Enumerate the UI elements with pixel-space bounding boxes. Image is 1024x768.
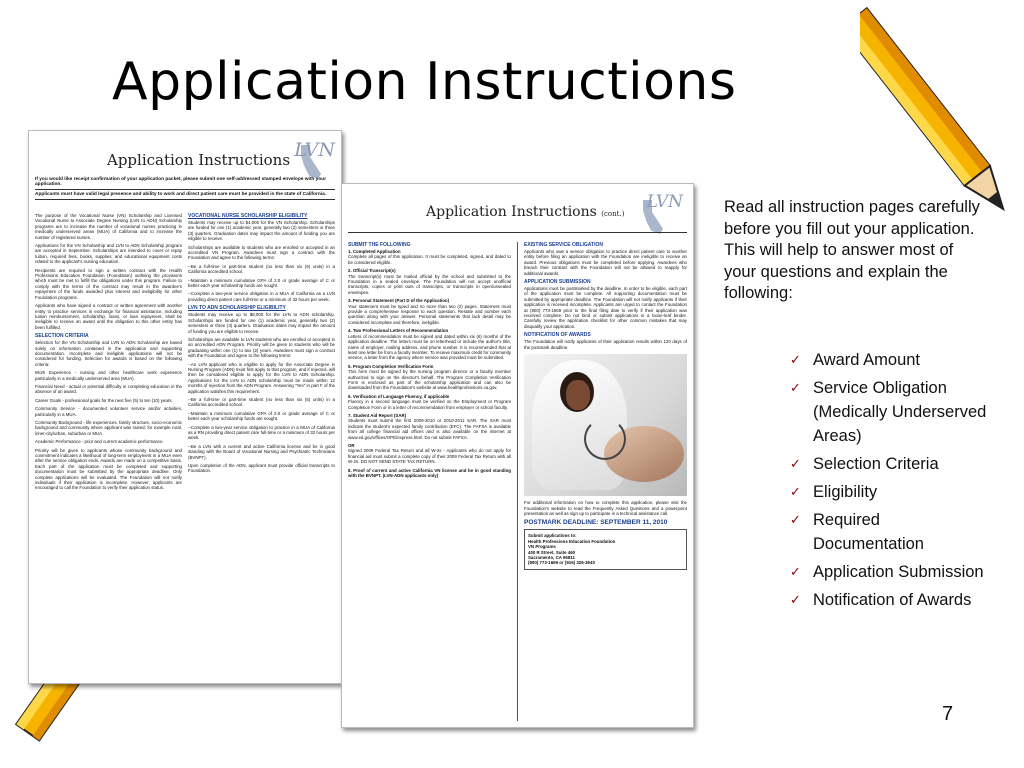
section-heading: VOCATIONAL NURSE SCHOLARSHIP ELIGIBILITY xyxy=(188,213,308,219)
item-heading: 6. Verification of Language Fluency, if applicable xyxy=(348,393,450,399)
section-heading: EXISTING SERVICE OBLIGATION xyxy=(524,242,603,248)
address-line: Sacramento, CA 95811 xyxy=(528,554,575,560)
lvn-logo: LVN xyxy=(646,192,683,212)
item-heading: 3. Personal Statement (Part D of the Application) xyxy=(348,298,450,304)
doc-column-right xyxy=(188,213,335,677)
paragraph: Students may receive up to $4,000 for the VN Scholarship. Scholarships are funded for one (1) academic year, generally two (2) semesters or three (3) quarters. Graduation dates may impact the amount of funding you are eligible to receive. xyxy=(188,220,335,242)
paragraph: --Complete a two-year service obligation to practice in a MUA of California as a RN providing direct patient care full-time or a minimum of 32 hours per week. xyxy=(188,424,335,441)
list-item xyxy=(790,452,990,476)
address-line: (800) 773-1669 or (916) 326-3640 xyxy=(528,560,595,566)
list-item-label: Award Amount xyxy=(813,351,921,369)
paragraph: Complete all pages of this application. It must be completed, signed, and dated to be considered eligible. xyxy=(348,254,511,265)
paragraph: Signed 2009 Federal Tax Return and all W-2s - Applicants who do not apply for financial aid must submit a complete copy of their 2009 Federal Tax Return with all W-2s. DO NOT SEND STATE TAX RETURN. xyxy=(348,448,511,465)
section-heading: APPLICATION SUBMISSION xyxy=(524,279,591,286)
paragraph: Scholarships are available to LVN students who are enrolled or accepted in an accredited ADN Program. Priority will be given to students who will be graduating within one (1) to two (2) years. Awardees must sign a contract with the Foundation and agree to the following terms: xyxy=(188,336,335,359)
address-label: Submit applications to: xyxy=(528,533,577,539)
item-heading: 4. Two Professional Letters of Recommendation xyxy=(348,328,449,334)
mailing-address-box xyxy=(524,529,687,569)
list-item-label: Selection Criteria xyxy=(813,455,939,473)
page-number: 7 xyxy=(942,703,954,725)
paragraph: --Be a LVN with a current and active California license and be in good standing with the Board of Vocational Nursing and Psychiatric Technicians (BVNPT). xyxy=(188,443,335,460)
checkmark-icon: ✓ xyxy=(790,592,801,607)
section-heading: LVN TO ADN SCHOLARSHIP ELIGIBILITY xyxy=(188,305,286,312)
instruction-page-2 xyxy=(341,183,694,728)
list-item-label: Service Obligation (Medically Underserved Areas) xyxy=(813,379,987,445)
item-heading: 7. Student Aid Report (SAR) xyxy=(348,412,407,418)
paragraph: For additional information on how to complete this application, please visit the Foundation's website to read the Frequently Asked Questions and a powerpoint presentation as well as sign up to participate in a technical assistance call. xyxy=(524,500,687,516)
list-item xyxy=(790,348,990,372)
lvn-logo: LVN xyxy=(294,139,335,161)
paragraph: --Be a full-time or part-time student (no less than six (6) units) in a California accredited school. xyxy=(188,263,335,275)
paragraph: The Foundation will notify applicants of their application results within 120 days of the postmark deadline. xyxy=(524,339,687,350)
doc-column-left xyxy=(348,242,511,721)
doc-title-cont: (cont.) xyxy=(601,210,625,218)
item-heading: 1. Completed Application xyxy=(348,249,401,254)
paragraph: Upon completion of the ADN, applicant must provide official transcripts to Foundation. xyxy=(188,463,335,474)
paragraph: Selection for the VN Scholarship and LVN to ADN Scholarship are based solely on information contained in the application and supporting documentation. Incomplete and ineligible applications will not be considered for funding. Selection for awards is based on the following criteria: xyxy=(35,340,182,367)
doc-column-right xyxy=(524,242,687,721)
list-item-label: Required Documentation xyxy=(813,511,924,553)
doc-column-left xyxy=(35,213,182,677)
paragraph: The transcript(s) must be mailed official by the school and submitted to the Foundation in a sealed envelope. The Foundation will not accept unofficial transcripts, copies or print outs of transcripts, or transcripts in open/unsealed envelopes. xyxy=(348,273,511,295)
nurse-patient-photo xyxy=(524,354,687,496)
section-heading: NOTIFICATION OF AWARDS xyxy=(524,332,591,339)
paragraph: Priority will be given to applicants whose community background and commitment indicates a likelihood of long-term employment in a MUA even after the service obligation ends. Awards are made on a competitive basis. Each part of the application must be completed and supporting documentation must be submitted by the appropriate deadline. Only complete applications will be evaluated. The Foundation will not notify individuals if their application is incomplete. However, applicants are encouraged to call the Foundation to verify their application status. xyxy=(35,447,182,491)
doc-notice: Applicants must have valid legal presence and ability to work and direct patient care must be provided in the state of California. xyxy=(35,192,327,197)
divider xyxy=(35,199,335,200)
paragraph: --An LVN applicant who is eligible to apply for the Associate Degree in Nursing Program (ADN) must first apply to that program, and if rejected, will then be considered eligible to apply for the LVN to ADN Scholarship. Applications for the LVN to ADN scholarship must be made within 12 months of rejection from the ADN Program. Answering "Yes" in part F of the application satisfies this requirement. xyxy=(188,361,335,394)
checkmark-icon: ✓ xyxy=(790,352,801,367)
doc-title-text: Application Instructions xyxy=(426,204,597,220)
doc-title: Application Instructions xyxy=(107,151,291,169)
list-item xyxy=(790,480,990,504)
doc-notice: If you would like receipt confirmation of your application packet, please submit one self-addressed stamped envelope with your application. xyxy=(35,177,327,187)
instruction-page-1 xyxy=(28,130,342,684)
paragraph: --Complete a two-year service obligation in a MUA of California as a LVN providing direct patient care full-time or a minimum of 32 hours per week. xyxy=(188,291,335,302)
list-item-label: Eligibility xyxy=(813,483,878,501)
paragraph: Letters of recommendation must be signed and dated within six (6) months of the application deadline. The letters must be on letterhead or include the author's title, name of employer, mailing address, and phone number. It is recommended that at least one letter be from a faculty member. To receive maximum credit for community service, a letter from the agency where service was provided must be submitted. xyxy=(348,333,511,361)
paragraph: --Be a full-time or part-time student (no less than six (6) units) in a California accredited school. xyxy=(188,396,335,408)
item-heading: 5. Program Completion Verification Form xyxy=(348,363,434,369)
paragraph: Work Experience - nursing and other healthcare work experience particularly in a medically underserved area (MUA). xyxy=(35,370,182,381)
checkmark-icon: ✓ xyxy=(790,484,801,499)
slide-title: Application Instructions xyxy=(112,52,737,112)
list-item xyxy=(790,588,990,612)
paragraph: The purpose of the Vocational Nurse (VN) Scholarship and Licensed Vocational Nurse to Associate Degree Nursing (LVN to ADN) Scholarship programs are to increase the number of vocational nurses practicing in medically underserved areas (MUA) of California and to increase the number of registered nurses. xyxy=(35,213,182,240)
checkmark-icon: ✓ xyxy=(790,380,801,395)
item-heading: 2. Official Transcript(s) xyxy=(348,268,396,274)
paragraph: Fluency in a second language must be verified on the Employment or Program Completion Form or in a letter of recommendation from employer or school faculty. xyxy=(348,399,511,410)
list-item xyxy=(790,508,990,556)
list-item-label: Application Submission xyxy=(813,563,984,581)
doc-title xyxy=(426,204,624,220)
item-heading: OR xyxy=(348,443,355,448)
address-line: Health Professions Education Foundation xyxy=(528,538,616,544)
section-heading: SUBMIT THE FOLLOWING xyxy=(348,242,411,248)
paragraph: Applicants who have signed a contract or written agreement with another entity to practice services in exchange for financial assistance, including tuition reimbursement, scholarship, loans, or loan repayment, shall be ineligible to receive an award until the obligation to this other entity has been fulfilled. xyxy=(35,303,182,330)
paragraph: This form must be signed by the nursing program director or a faculty member authorized to sign on the director's behalf. The Program Completion Verification Form is enclosed as part of the scholarship application and can also be downloaded from the Foundation's website at www.healthprofessions.ca.gov. xyxy=(348,369,511,391)
paragraph: Academic Performance - prior and current academic performance. xyxy=(35,439,164,445)
section-heading: SELECTION CRITERIA xyxy=(35,333,89,340)
paragraph: --Maintain a minimum cumulative GPA of 2.0 or grade average of C or better each year scholarship funds are sought. xyxy=(188,410,335,422)
paragraph: Applications for the VN Scholarship and LVN to ADN Scholarship program are accepted in September. Scholarships are intended to cover or repay tuition, required fees, books, supplies, and educational equipment costs related to the applicant's nursing education. xyxy=(35,243,182,265)
postmark-deadline: POSTMARK DEADLINE: SEPTEMBER 11, 2010 xyxy=(524,519,668,527)
paragraph: Recipients are required to sign a written contract with the Health Professions Education Foundation (Foundation) outlining the provisions which must be met to fulfill the obligations under this program. Failure to comply with the terms of the contract may result in the awardee's repayment of the funds awarded plus interest and ineligibility for other Foundation programs. xyxy=(35,267,182,300)
paragraph: Students may receive up to $8,000 for the LVN to ADN scholarship. Scholarships are funded for one (1) academic year, generally two (2) semesters or three (3) quarters. Graduation dates may impact the amount of funding you are eligible to receive. xyxy=(188,312,335,334)
column-divider xyxy=(517,242,518,721)
address-line: VN Programs xyxy=(528,544,556,550)
paragraph: --Maintain a minimum cumulative GPA of 2.0 or grade average of C or better each year scholarship funds are sought. xyxy=(188,277,335,289)
paragraph: Scholarships are available to students who are enrolled or accepted in an accredited VN Program. Awardees must sign a contract with the Foundation and agree to the following terms: xyxy=(188,244,335,261)
list-item-label: Notification of Awards xyxy=(813,591,972,609)
paragraph: Applicants who owe a service obligation to practice direct patient care to another entity before filing an application with the Foundation are ineligible to receive an award. Previous obligations must be completed before applying. Awardees who breach their contract with the Foundation will not be allowed to reapply for additional awards. xyxy=(524,249,687,276)
topics-checklist xyxy=(790,348,990,616)
checkmark-icon: ✓ xyxy=(790,564,801,579)
paragraph: Community Service - documented volunteer service and/or activities, particularly in a MUA. xyxy=(35,406,182,417)
intro-paragraph: Read all instruction pages carefully before you fill out your application. This will help to answer most of your questions and explain the following: xyxy=(724,198,980,302)
paragraph: Community Background - life experiences, family structure, socio-economic background and community where applicant was raised; for example rural, inner-city/urban, suburban or MUA. xyxy=(35,420,182,436)
checkmark-icon: ✓ xyxy=(790,456,801,471)
paragraph: 8. Proof of current and active California VN license and be in good standing with the BVNPT. (LVN-ADN applicants only) xyxy=(348,467,511,479)
address-line: 400 R Street, Suite 460 xyxy=(528,549,576,555)
divider xyxy=(35,189,335,190)
paragraph: Your statement must be typed and no more than two (2) pages. Statement must provide a comprehensive response to each question. Restate and number each question along with your answer. Personal statements that lack detail may be considered incomplete and therefore, ineligible. xyxy=(348,303,511,325)
list-item xyxy=(790,560,990,584)
paragraph: Applications must be postmarked by the deadline. In order to be eligible, each part of the application must be complete. All supporting documentation must be submitted by appropriate deadline. The Foundation will not notify applicants if their application is received incomplete. Applicants are urged to contact the Foundation at (800) 773-1669 prior to the final filing date to verify if their application was received complete. Do not bind or submit applications in a loose-leaf binder. Carefully review the application checklist for other common mistakes that may disqualify your application. xyxy=(524,286,687,329)
paragraph: Students must submit the first 2009-2010 or 2010-2011 SAR. The SAR must indicate the student's expected family contribution (EFC). The FAFSA is available from all college financial aid offices and is also available on the internet at www.ed.gov/offices/OPE/express.html. Do not submit FAFSA. xyxy=(348,418,511,440)
list-item xyxy=(790,376,990,448)
paragraph: Career Goals - professional goals for the next five (5) to ten (10) years. xyxy=(35,397,173,403)
paragraph: Financial Need - actual or potential difficulty in completing education in the absence of an award. xyxy=(35,383,182,395)
divider xyxy=(348,232,687,233)
checkmark-icon: ✓ xyxy=(790,512,801,527)
